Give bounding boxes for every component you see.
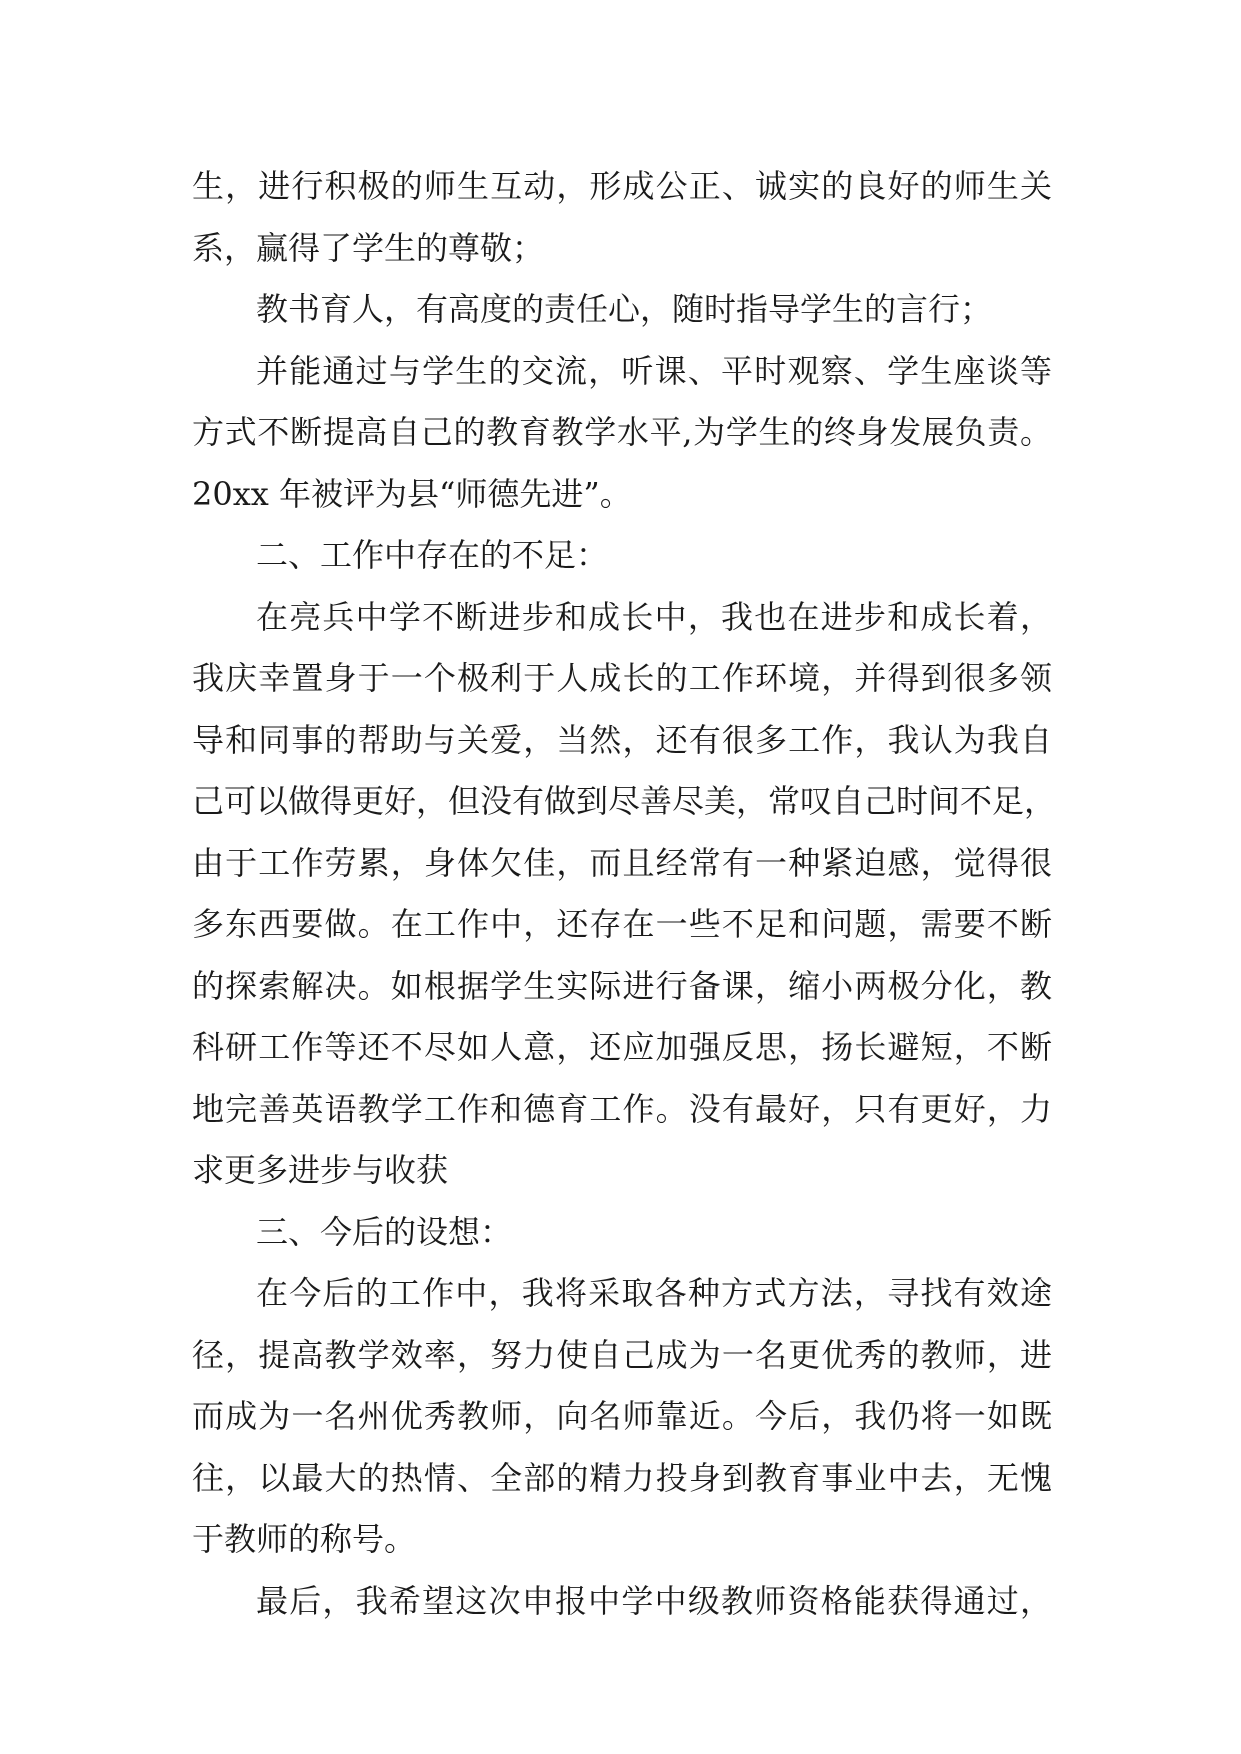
text-line: 方式不断提高自己的教育教学水平,为学生的终身发展负责。 [192, 413, 1052, 451]
text-line: 我庆幸置身于一个极利于人成长的工作环境，并得到很多领 [192, 659, 1052, 697]
text-line: 并能通过与学生的交流，听课、平时观察、学生座谈等 [256, 351, 1052, 390]
text-line: 求更多进步与收获 [192, 1151, 449, 1189]
text-line: 最后，我希望这次申报中学中级教师资格能获得通过， [256, 1581, 1052, 1620]
text-line: 导和同事的帮助与关爱，当然，还有很多工作，我认为我自 [192, 720, 1052, 759]
section-heading: 二、工作中存在的不足： [256, 536, 609, 574]
text-line: 地完善英语教学工作和德育工作。没有最好，只有更好，力 [192, 1089, 1052, 1128]
text-line: 在亮兵中学不断进步和成长中，我也在进步和成长着， [256, 597, 1052, 636]
section-heading: 三、今后的设想： [256, 1212, 513, 1251]
text-line: 生，进行积极的师生互动，形成公正、诚实的良好的师生关 [192, 167, 1052, 205]
text-line: 于教师的称号。 [192, 1520, 417, 1558]
text-line: 己可以做得更好，但没有做到尽善尽美，常叹自己时间不足， [192, 782, 1057, 820]
text-line: 而成为一名州优秀教师，向名师靠近。今后，我仍将一如既 [192, 1397, 1052, 1435]
document-body [192, 156, 1057, 1632]
text-line: 往，以最大的热情、全部的精力投身到教育事业中去，无愧 [192, 1458, 1052, 1497]
text-line: 的探索解决。如根据学生实际进行备课，缩小两极分化，教 [192, 966, 1052, 1005]
text-line: 由于工作劳累，身体欠佳，而且经常有一种紧迫感，觉得很 [192, 843, 1052, 882]
text-line: 在今后的工作中，我将采取各种方式方法，寻找有效途 [256, 1274, 1052, 1312]
text-line: 20xx 年被评为县“师德先进”。 [192, 474, 632, 513]
text-line: 系，赢得了学生的尊敬； [192, 228, 545, 267]
text-line: 科研工作等还不尽如人意，还应加强反思，扬长避短，不断 [192, 1028, 1052, 1066]
text-line: 径，提高教学效率，努力使自己成为一名更优秀的教师，进 [192, 1335, 1052, 1374]
text-line: 多东西要做。在工作中，还存在一些不足和问题，需要不断 [192, 905, 1052, 943]
text-line: 教书育人，有高度的责任心，随时指导学生的言行； [256, 290, 993, 328]
